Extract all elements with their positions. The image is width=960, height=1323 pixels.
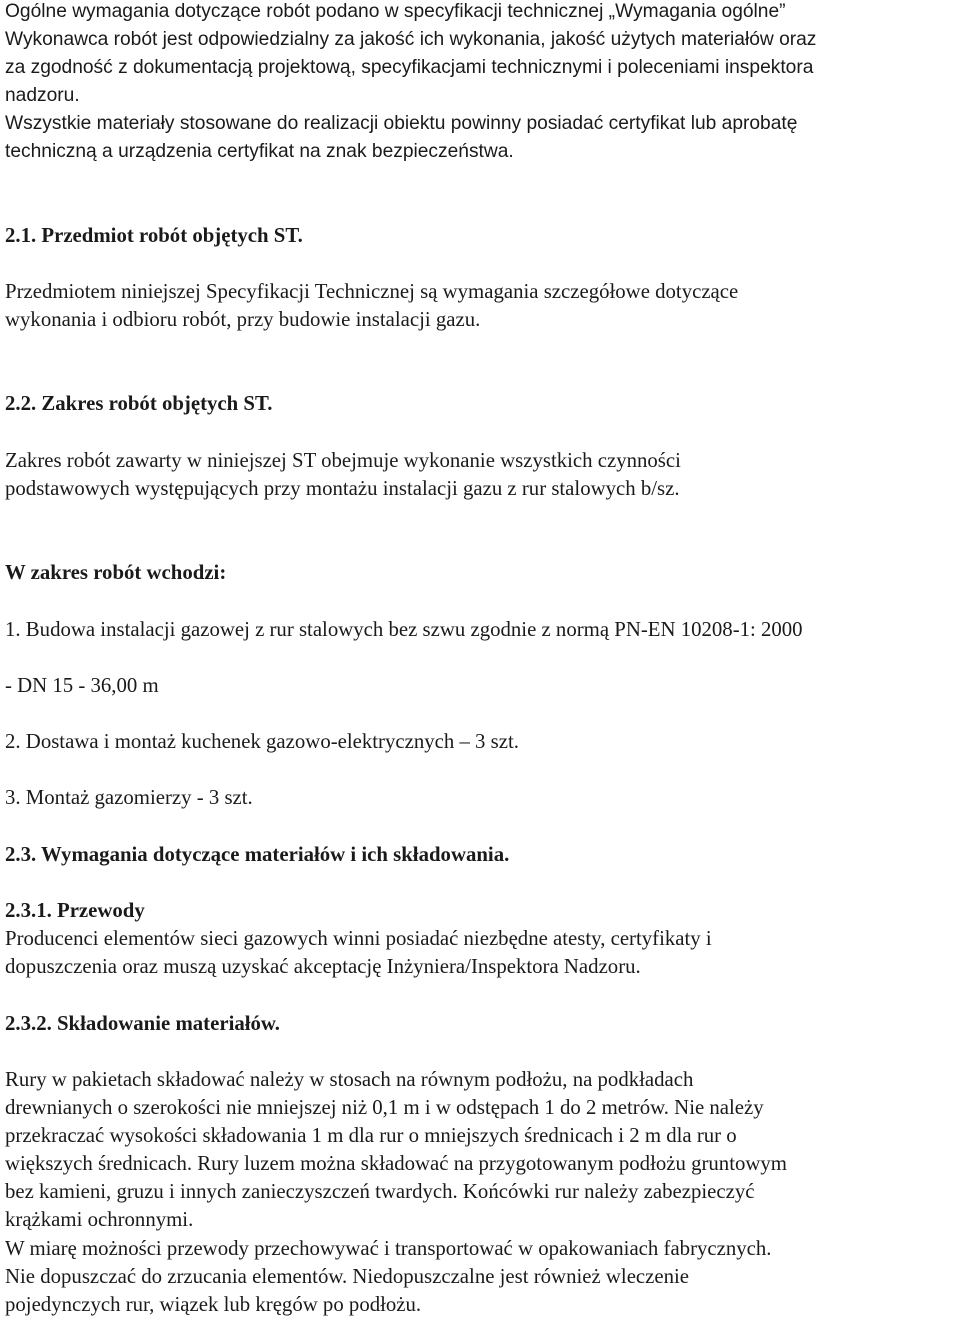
section-heading-2-3-2: 2.3.2. Składowanie materiałów. (5, 1012, 280, 1035)
scope-item-continuation: - DN 15 - 36,00 m (5, 674, 159, 697)
intro-line: Wszystkie materiały stosowane do realizacji obiektu powinny posiadać certyfikat lub aprobatę (5, 113, 798, 134)
paragraph-line: Zakres robót zawarty w niniejszej ST obejmuje wykonanie wszystkich czynności (5, 449, 681, 472)
scope-heading: W zakres robót wchodzi: (5, 561, 227, 584)
intro-line: Ogólne wymagania dotyczące robót podano w specyfikacji technicznej „Wymagania ogólne” (5, 1, 786, 22)
paragraph-line: W miarę możności przewody przechowywać i transportować w opakowaniach fabrycznych. (5, 1237, 772, 1260)
section-heading-2-2: 2.2. Zakres robót objętych ST. (5, 392, 273, 415)
paragraph-line: przekraczać wysokości składowania 1 m dla rur o mniejszych średnicach i 2 m dla rur o (5, 1124, 737, 1147)
paragraph-line: podstawowych występujących przy montażu instalacji gazu z rur stalowych b/sz. (5, 477, 680, 500)
scope-item: 1. Budowa instalacji gazowej z rur stalowych bez szwu zgodnie z normą PN-EN 10208-1: 2000 (5, 618, 803, 641)
paragraph-line: Rury w pakietach składować należy w stosach na równym podłożu, na podkładach (5, 1068, 694, 1091)
intro-line: techniczną a urządzenia certyfikat na znak bezpieczeństwa. (5, 141, 514, 162)
paragraph-line: większych średnicach. Rury luzem można składować na przygotowanym podłożu gruntowym (5, 1152, 787, 1175)
paragraph-line: drewnianych o szerokości nie mniejszej niż 0,1 m i w odstępach 1 do 2 metrów. Nie należy (5, 1096, 764, 1119)
paragraph-line: Przedmiotem niniejszej Specyfikacji Technicznej są wymagania szczegółowe dotyczące (5, 280, 739, 303)
intro-line: za zgodność z dokumentacją projektową, specyfikacjami technicznymi i poleceniami inspektora (5, 57, 814, 78)
section-heading-2-3: 2.3. Wymagania dotyczące materiałów i ich składowania. (5, 843, 510, 866)
section-heading-2-1: 2.1. Przedmiot robót objętych ST. (5, 224, 303, 247)
intro-line: Wykonawca robót jest odpowiedzialny za jakość ich wykonania, jakość użytych materiałów oraz (5, 29, 817, 50)
intro-line: nadzoru. (5, 85, 80, 106)
paragraph-line: bez kamieni, gruzu i innych zanieczyszczeń twardych. Końcówki rur należy zabezpieczyć (5, 1180, 755, 1203)
paragraph-line: pojedynczych rur, wiązek lub kręgów po podłożu. (5, 1293, 422, 1316)
scope-item: 3. Montaż gazomierzy - 3 szt. (5, 786, 253, 809)
paragraph-line: Producenci elementów sieci gazowych winni posiadać niezbędne atesty, certyfikaty i (5, 927, 712, 950)
scope-item: 2. Dostawa i montaż kuchenek gazowo-elektrycznych – 3 szt. (5, 730, 519, 753)
paragraph-line: wykonania i odbioru robót, przy budowie instalacji gazu. (5, 308, 481, 331)
paragraph-line: krążkami ochronnymi. (5, 1208, 194, 1231)
section-heading-2-3-1: 2.3.1. Przewody (5, 899, 145, 922)
paragraph-line: Nie dopuszczać do zrzucania elementów. Niedopuszczalne jest również wleczenie (5, 1265, 690, 1288)
paragraph-line: dopuszczenia oraz muszą uzyskać akceptację Inżyniera/Inspektora Nadzoru. (5, 955, 641, 978)
